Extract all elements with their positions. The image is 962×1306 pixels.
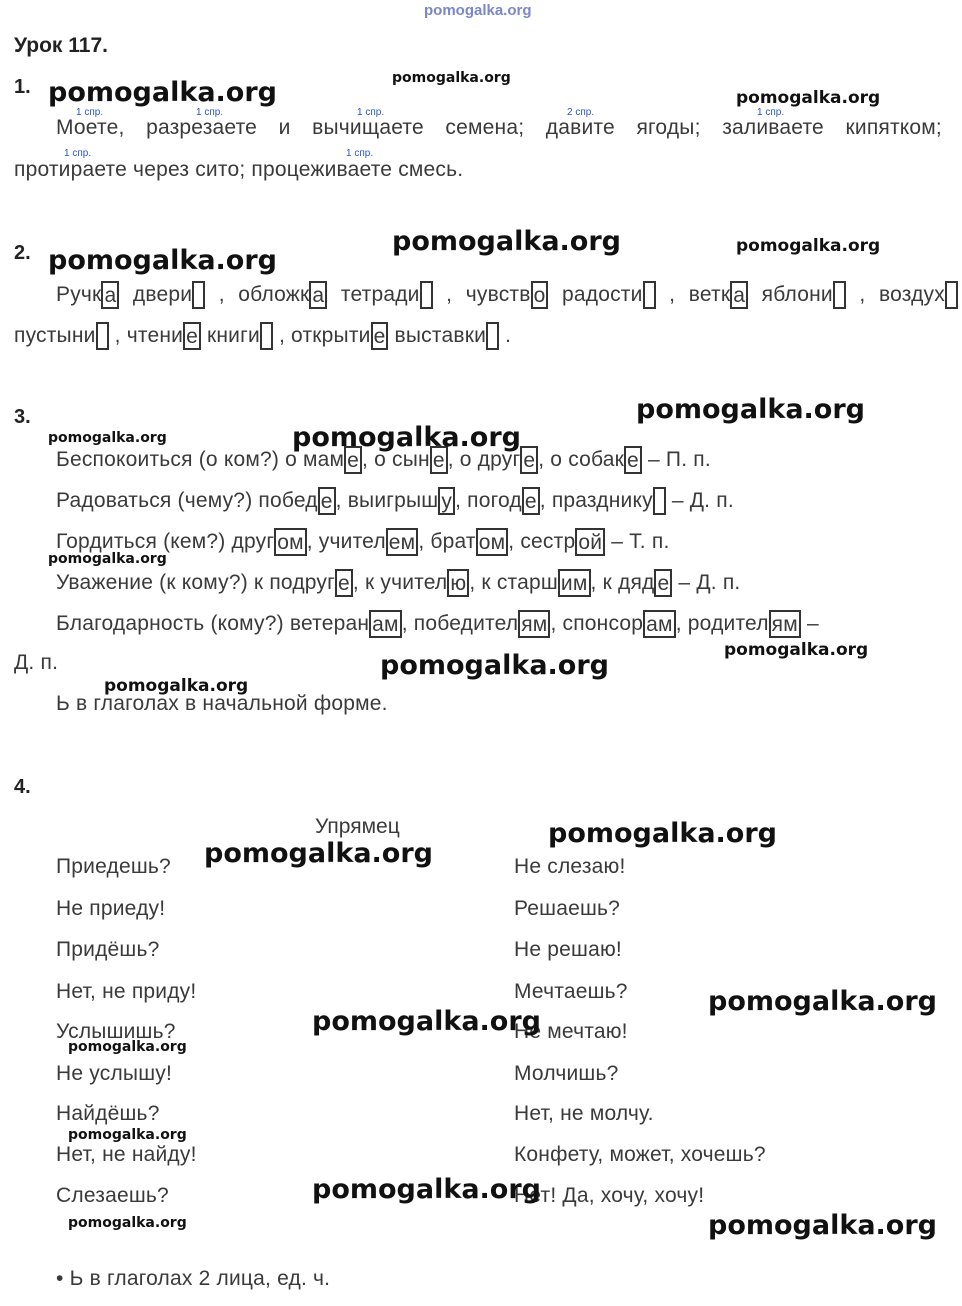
poem-line-right: Мечтаешь?: [514, 980, 628, 1003]
top-watermark: pomogalka.org: [424, 2, 532, 19]
ending-box: ам: [369, 610, 402, 638]
word: Моете,: [56, 116, 125, 139]
task-3-row-1: Беспокоиться (о ком?) о мам е , о сын е , о друг е , о собак е – П. п.: [56, 448, 711, 473]
watermark: pomogalka.org: [292, 422, 521, 453]
ending-box: ем: [386, 528, 419, 556]
ending-box-empty: [653, 487, 666, 515]
ending-box: а: [309, 281, 327, 309]
watermark: pomogalka.org: [68, 1039, 187, 1055]
poem-line-right: Не слезаю!: [514, 855, 626, 878]
task-4-number: 4.: [14, 776, 31, 798]
task-3-row-3: Гордиться (кем?) друг ом , учител ем , брат ом , сестр ой – Т. п.: [56, 530, 670, 555]
watermark: pomogalka.org: [68, 1215, 187, 1231]
word: разрезаете: [146, 116, 258, 139]
conjugation-note: 1 спр.: [76, 107, 104, 118]
ending-box: ам: [643, 610, 676, 638]
ending-box-empty: [260, 322, 273, 350]
task-1-line-1: [56, 116, 942, 140]
ending-box: им: [558, 569, 591, 597]
ending-box: е: [624, 446, 642, 474]
conjugation-note: 2 спр.: [567, 107, 595, 118]
task-1-line-2: протираете через сито; процеживаете смесь.: [14, 158, 464, 181]
poem-line-right: Не решаю!: [514, 938, 622, 961]
conjugation-note: 1 спр.: [346, 148, 374, 159]
watermark: pomogalka.org: [48, 245, 277, 276]
ending-box: е: [318, 487, 336, 515]
ending-box-empty: [945, 281, 958, 309]
conjugation-note: 1 спр.: [357, 107, 385, 118]
ending-box: е: [654, 569, 672, 597]
poem-line-left: Приедешь?: [56, 855, 171, 878]
ending-box: ю: [447, 569, 469, 597]
watermark: pomogalka.org: [312, 1006, 541, 1037]
poem-line-right: Конфету, может, хочешь?: [514, 1143, 766, 1166]
poem-title: Упрямец: [315, 815, 400, 838]
ending-box: у: [438, 487, 455, 515]
poem-line-right: Нет! Да, хочу, хочу!: [514, 1184, 705, 1207]
poem-line-left: Слезаешь?: [56, 1184, 169, 1207]
poem-line-left: Нет, не приду!: [56, 980, 197, 1003]
watermark: pomogalka.org: [48, 430, 167, 446]
ending-box-empty: [643, 281, 656, 309]
ending-box: е: [430, 446, 448, 474]
task-1-number: 1.: [14, 76, 31, 98]
word: вычищаете: [312, 116, 424, 139]
watermark: pomogalka.org: [708, 986, 937, 1017]
word: давите: [545, 116, 615, 139]
ending-box: е: [183, 322, 201, 350]
conjugation-note: 1 спр.: [757, 107, 785, 118]
poem-line-left: Не приеду!: [56, 897, 166, 920]
word: воздух: [879, 280, 958, 310]
comma: ,: [669, 283, 676, 306]
ending-box-empty: [96, 322, 109, 350]
comma: ,: [859, 283, 866, 306]
word: заливаете: [722, 116, 824, 139]
ending-box: ям: [518, 610, 550, 638]
word: яблони: [762, 280, 846, 310]
word: радости: [562, 280, 656, 310]
watermark: pomogalka.org: [708, 1210, 937, 1241]
ending-box-empty: [833, 281, 846, 309]
word: и: [278, 116, 291, 139]
watermark: pomogalka.org: [724, 640, 869, 660]
ending-box-empty: [420, 281, 433, 309]
ending-box: ом: [274, 528, 307, 556]
watermark: pomogalka.org: [392, 70, 511, 86]
task-3-number: 3.: [14, 406, 31, 428]
word: тетради: [341, 280, 433, 310]
watermark: pomogalka.org: [68, 1127, 187, 1143]
word: семена;: [445, 116, 525, 139]
poem-line-right: Нет, не молчу.: [514, 1102, 654, 1125]
task-4-footer: • Ь в глаголах 2 лица, ед. ч.: [56, 1267, 331, 1290]
poem-line-left: Не услышу!: [56, 1062, 172, 1085]
ending-box-empty: [486, 322, 499, 350]
watermark: pomogalka.org: [548, 818, 777, 849]
watermark: pomogalka.org: [736, 236, 881, 256]
task-3-rule: Ь в глаголах в начальной форме.: [56, 692, 388, 715]
comma: ,: [446, 283, 453, 306]
ending-box: е: [522, 487, 540, 515]
ending-box: ой: [575, 528, 605, 556]
task-3-row-4: Уважение (к кому?) к подруг е , к учител ю , к старш им , к дяд е – Д. п.: [56, 571, 741, 596]
conjugation-note: 1 спр.: [64, 148, 92, 159]
conjugation-note: 1 спр.: [196, 107, 224, 118]
word: обложк а: [238, 280, 327, 310]
poem-line-left: Услышишь?: [56, 1020, 176, 1043]
watermark: pomogalka.org: [380, 650, 609, 681]
task-3-row-5: Благодарность (кому?) ветеран ам , победител ям , спонсор ам , родител ям –: [56, 612, 819, 637]
watermark: pomogalka.org: [736, 88, 881, 108]
watermark: pomogalka.org: [48, 551, 167, 567]
ending-box: а: [101, 281, 119, 309]
watermark: pomogalka.org: [392, 226, 621, 257]
task-2-line-2: пустыни , чтени е книги , открыти е выставки .: [14, 324, 512, 349]
poem-line-left: Придёшь?: [56, 938, 160, 961]
watermark: pomogalka.org: [104, 676, 249, 696]
watermark: pomogalka.org: [636, 394, 865, 425]
watermark: pomogalka.org: [48, 77, 277, 108]
word: чувств о: [466, 280, 549, 310]
comma: ,: [218, 283, 225, 306]
task-3-row-2: Радоваться (чему?) побед е , выигрыш у , погод е , празднику – Д. п.: [56, 489, 734, 514]
word: ягоды;: [636, 116, 701, 139]
lesson-title: Урок 117.: [14, 34, 108, 57]
ending-box: е: [520, 446, 538, 474]
poem-line-right: Молчишь?: [514, 1062, 619, 1085]
ending-box-empty: [192, 281, 205, 309]
ending-box: е: [344, 446, 362, 474]
ending-box: е: [335, 569, 353, 597]
poem-line-right: Решаешь?: [514, 897, 621, 920]
watermark: pomogalka.org: [204, 838, 433, 869]
poem-line-right: Не мечтаю!: [514, 1020, 628, 1043]
ending-box: ом: [476, 528, 509, 556]
word: кипятком;: [845, 116, 942, 139]
watermark: pomogalka.org: [312, 1174, 541, 1205]
ending-box: е: [371, 322, 389, 350]
word: двери: [133, 280, 205, 310]
ending-box: о: [531, 281, 549, 309]
task-2-number: 2.: [14, 242, 31, 264]
poem-line-left: Найдёшь?: [56, 1102, 160, 1125]
task-3-row-5-cont: Д. п.: [14, 651, 59, 674]
ending-box: ям: [769, 610, 801, 638]
word: Ручк а: [56, 280, 119, 310]
task-2-line-1: [56, 280, 958, 310]
poem-line-left: Нет, не найду!: [56, 1143, 197, 1166]
word: ветк а: [689, 280, 748, 310]
ending-box: а: [730, 281, 748, 309]
